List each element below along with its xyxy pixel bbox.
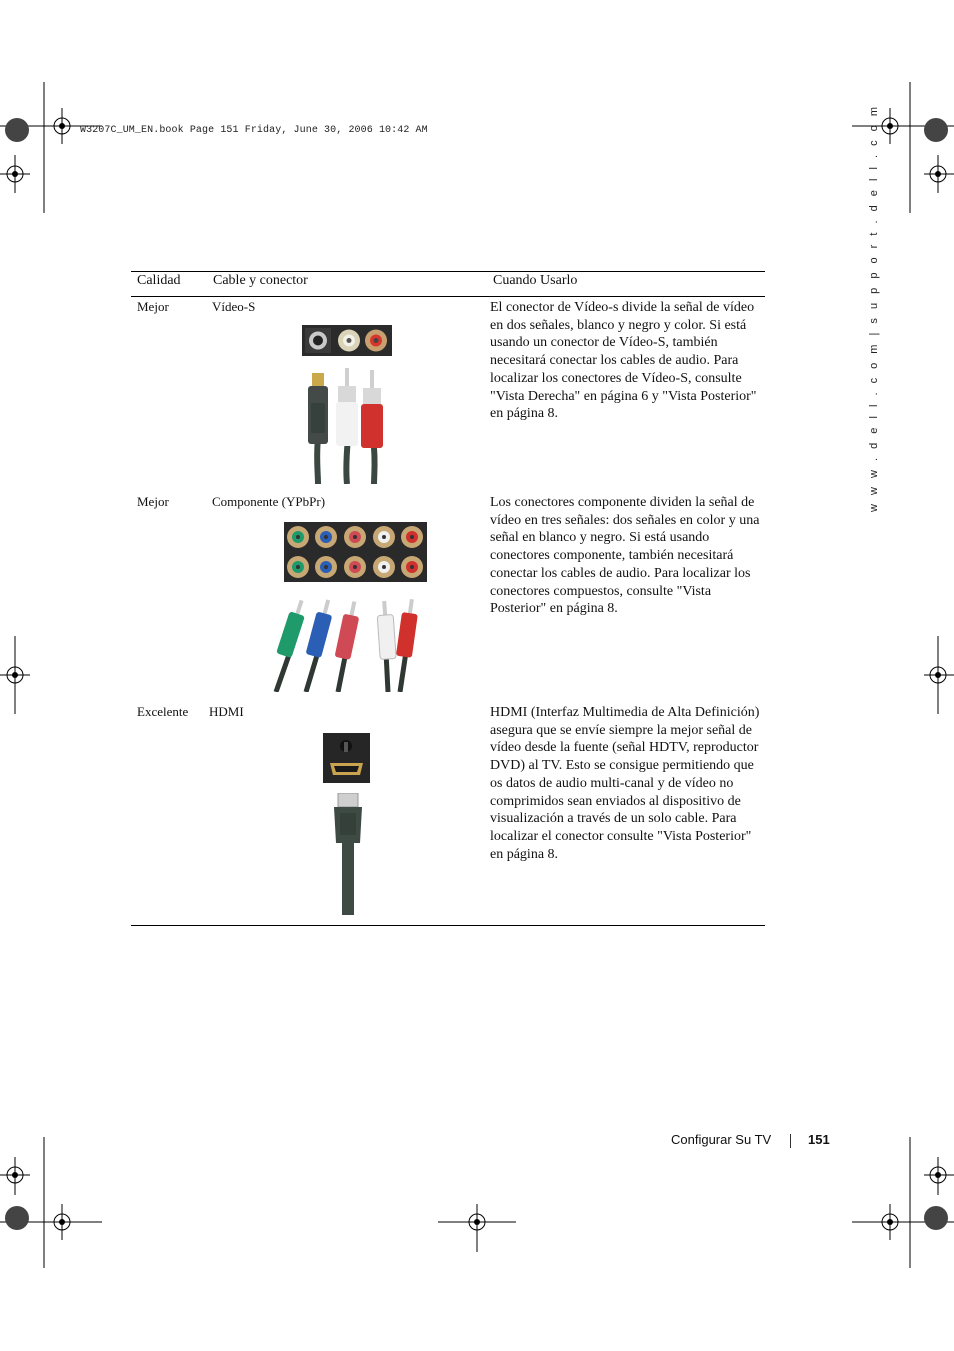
table-top-rule [131,271,765,272]
component-cable-image [268,597,428,692]
file-info-header: W3207C_UM_EN.book Page 151 Friday, June 30, 2006 10:42 AM [80,125,428,136]
table-bottom-rule [131,925,765,926]
cable-cell: Vídeo-S [212,299,256,314]
quality-cell: Mejor [137,299,169,314]
section-title: Configurar Su TV [671,1132,772,1147]
quality-cell: Mejor [137,494,169,509]
component-connector-image [284,522,427,582]
cable-cell: HDMI [209,704,244,719]
page-number: 151 [808,1132,830,1147]
svideo-connector-image [302,325,392,356]
svideo-cable-image [300,368,395,484]
header-quality: Calidad [137,273,181,288]
description-cell: El conector de Vídeo-s divide la señal de vídeo en dos señales, blanco y negro y color. Si está usando un conector de Vídeo-S, también necesitará conectar los cables de audio. Para localizar los conectores de Vídeo-S, consulte "Vista Derecha" en página 6 y "Vista Posterior" en página 8. [490,300,757,422]
cable-cell: Componente (YPbPr) [212,494,326,509]
footer-divider [790,1134,791,1148]
description-cell: Los conectores componente dividen la señal de vídeo en tres señales: dos señales en color y una señal en blanco y negro. Si está usando conectores componente, también necesitará conectar los cables de audio. Para localizar los conectores compuestos, consulte "Vista Posterior" en página 8. [490,495,760,617]
quality-cell: Excelente [137,704,189,719]
support-url-sidebar: w w w . d e l l . c o m | s u p p o r t . d e l l . c o m [868,104,880,512]
header-cable: Cable y conector [213,273,308,288]
hdmi-connector-image [323,733,370,783]
header-when: Cuando Usarlo [493,273,578,288]
hdmi-cable-image [328,793,368,915]
table-header-rule [131,296,765,297]
description-cell: HDMI (Interfaz Multimedia de Alta Definición) asegura que se envíe siempre la mejor señal de vídeo desde la fuente (señal HDTV, reproductor DVD) al TV. Esto se consigue permitiendo que os datos de audio multi-canal y de vídeo no comprimidos sean enviados al dispositivo de visualización a través de un solo cable. Para localizar el conector consulte "Vista Posterior" en página 8. [490,705,760,862]
